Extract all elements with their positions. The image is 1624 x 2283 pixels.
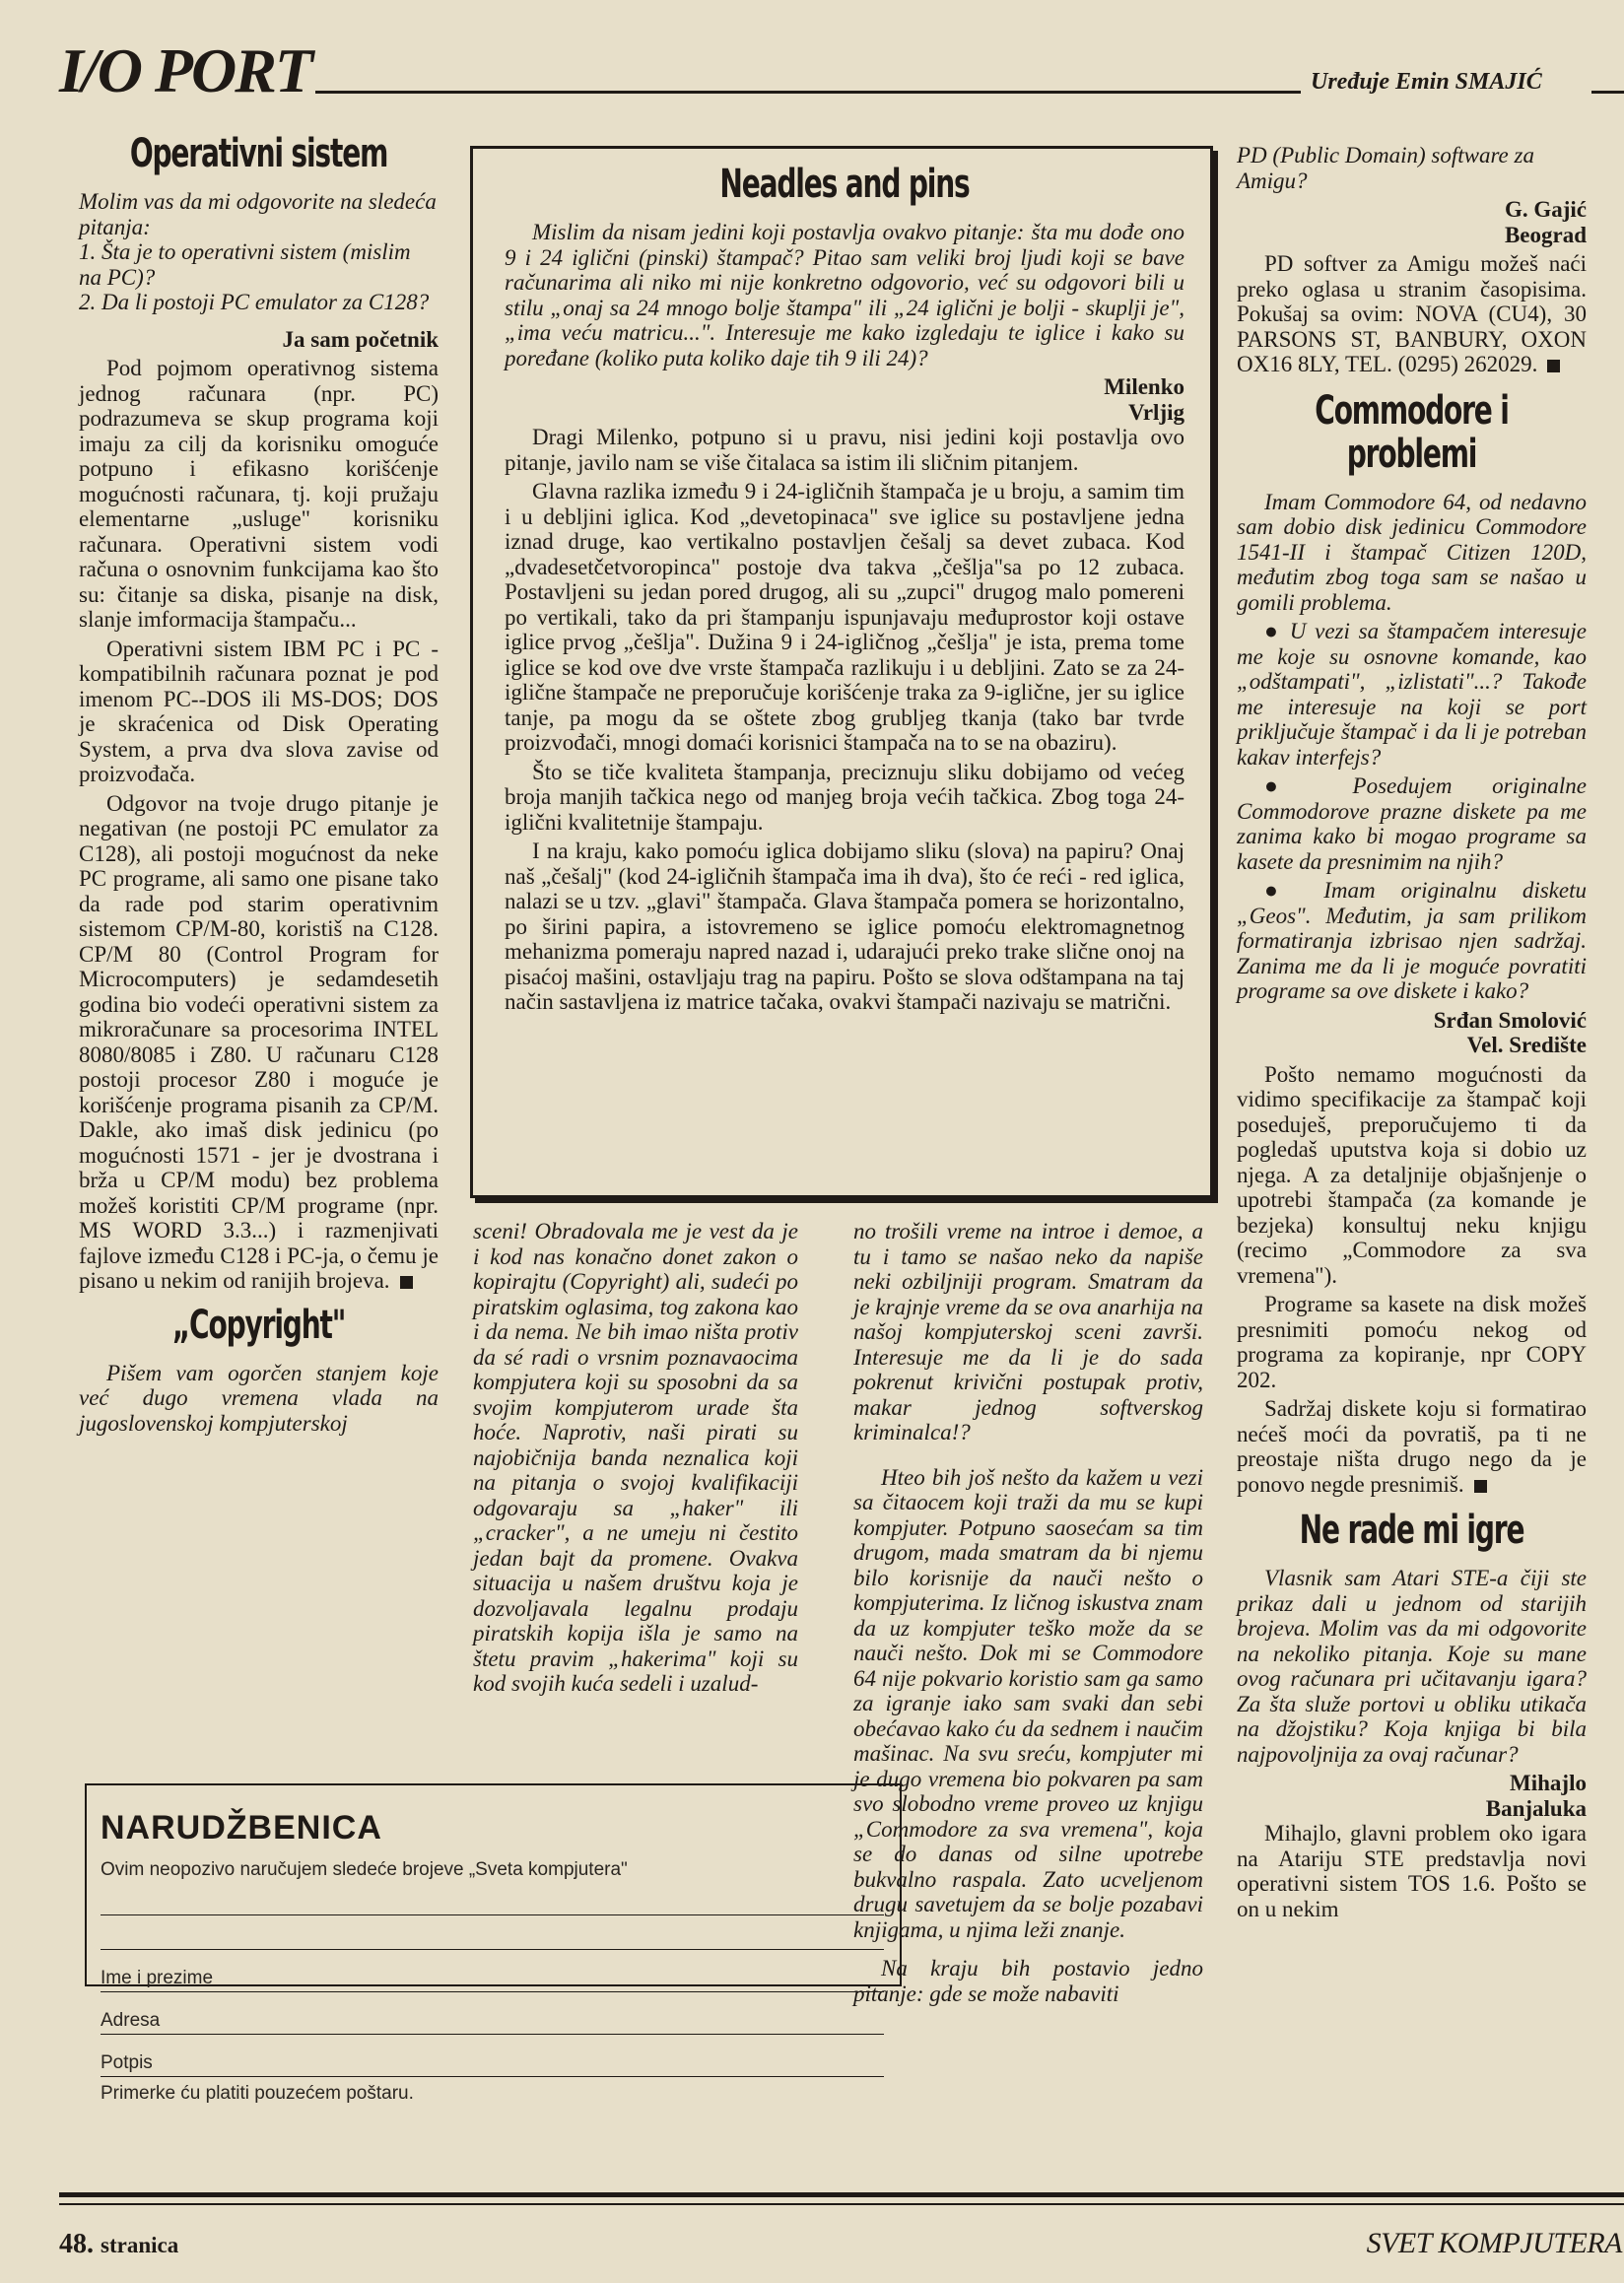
column-3 xyxy=(853,1219,1203,2010)
issues-line[interactable] xyxy=(101,1915,884,1950)
signature-name: Mihajlo xyxy=(1510,1771,1587,1795)
heading-neadles-and-pins: Neadles and pins xyxy=(719,162,970,207)
magazine-name: SVET KOMPJUTERA xyxy=(1366,2227,1622,2259)
answer-paragraph: Operativni sistem IBM PC i PC - kompatibilnih računara poznat je pod imenom PC--DOS ili MS-DOS; DOS je skraćenica od Disk Operating System, a prva dva slova zavise od proizvođača. xyxy=(79,636,439,786)
signature-place: Beograd xyxy=(1504,222,1587,247)
answer-paragraph: Dragi Milenko, potpuno si u pravu, nisi jedini koji postavlja ovo pitanje, javilo nam se više čitalaca sa istim ili sličnim pitanjem. xyxy=(505,425,1184,475)
heading-commodore-i-problemi: Commodore i problemi xyxy=(1315,387,1509,477)
payment-note: Primerke ću platiti pouzećem poštaru. xyxy=(101,2083,414,2104)
copyright-paragraph: Na kraju bih postavio jedno pitanje: gde se može nabaviti xyxy=(853,1956,1203,2006)
column-2 xyxy=(473,1219,798,1701)
answer-text: Sadržaj diskete koju si formatirao nećeš moći da povratiš, pa ti ne preostaje ništa drugo nego da je ponovo negde presnimiš. xyxy=(1237,1396,1587,1497)
answer-paragraph xyxy=(79,791,439,1294)
end-mark xyxy=(400,1276,413,1289)
signature-name: Milenko xyxy=(1104,374,1184,399)
answer-paragraph: Što se tiče kvaliteta štampanja, preciznuju sliku dobijamo od većeg broja manjih tačkica nego od manjeg broja većih tačkica. Zbog toga 24-iglični kvalitetnije štampaju. xyxy=(505,759,1184,835)
answer-paragraph: Mihajlo, glavni problem oko igara na Atariju STE predstavlja novi operativni sistem TOS 1.6. Pošto se on u nekim xyxy=(1237,1821,1587,1921)
end-mark xyxy=(1474,1480,1487,1493)
answer-paragraph: Pod pojmom operativnog sistema jednog računara (npr. PC) podrazumeva se skup programa koji imaju za cilj da korisniku omoguće potpuno i efikasno korišćenje mogućnosti računara, tj. koji pružaju elementarne „usluge" korisniku računara. Operativni sistem vodi računa o osnovnim funkcijama kao što su: čitanje sa diska, pisanje na disk, slanje imformacija štampaču... xyxy=(79,356,439,632)
question-text: Molim vas da mi odgovorite na sledeća pitanja: 1. Šta je to operativni sistem (mislim na PC)? 2. Da li postoji PC emulator za C128? xyxy=(79,189,437,314)
answer-paragraph: Pošto nemamo mogućnosti da vidimo specifikacije za štampač koji poseduješ, preporučujemo ti da pogledaš uputstva koja si dobio uz njega. A za detaljnije objašnjenje o upotrebi štampača (za komande je bezjeka) konsultuj neku knjigu (recimo „Commodore za sva vremena"). xyxy=(1237,1061,1587,1288)
name-field[interactable]: Ime i prezime xyxy=(101,1968,884,1992)
signature xyxy=(1237,1771,1587,1821)
column-4 xyxy=(1237,143,1587,1925)
issues-line[interactable] xyxy=(101,1881,884,1915)
answer-paragraph xyxy=(1237,1396,1587,1497)
signature-place: Vrljig xyxy=(1127,399,1184,425)
order-form xyxy=(85,1783,902,2104)
signature-name: Srđan Smolović xyxy=(1433,1007,1587,1033)
end-mark xyxy=(1547,360,1560,372)
heading-ne-rade-mi-igre: Ne rade mi igre xyxy=(1299,1508,1524,1553)
question-text: Vlasnik sam Atari STE-a čiji ste prikaz dali u jednom od starijih brojeva. Molim vas da mi odgovorite na nekoliko pitanja. Koje su mane ovog računara pri učitavanju igara? Za šta služe portovi u obliku utikača na džojstiku? Koja knjiga bi bila najpovoljnija za ovaj računar? xyxy=(1237,1566,1587,1767)
bullet-icon: ● xyxy=(1264,619,1290,643)
answer-paragraph: Programe sa kasete na disk možeš presnimiti pomoću nekog od programa za kopiranje, npr COPY 202. xyxy=(1237,1292,1587,1392)
header-rule xyxy=(315,91,1301,94)
footer-rule-thin xyxy=(59,2203,1624,2205)
answer-paragraph: I na kraju, kako pomoću iglica dobijamo sliku (slova) na papiru? Onaj naš „češalj" (kod 24-igličnih štampača ima ih dva), što će reći - red iglica, nalazi se u tzv. „glavi" štampača. Glava štampača pomera se horizontalno, po širini papira, a istovremeno se iglice pomoću elektromagnetnog mehanizma pomeraju napred nazad i, udarajući preko trake slične onoj na pisaćoj mašini, ostavljaju trag na papiru. Pošto se slova odštampana na taj način sastavljena iz matrice tačaka, ovakvi štampači nazivaju se matrični. xyxy=(505,839,1184,1014)
answer-paragraph: Glavna razlika između 9 i 24-igličnih štampača je u broju, a samim tim i u debljini iglica. Kod „devetopinaca" sve iglice su postavljene jedna iznad druge, kao vertikalno postavljen češalj sa devet zubaca. Kod „dvadesetčetvoropinca" postoje dva takva „češlja"sa po 12 zubaca. Postavljeni su jedan pored drugog, ali su „zupci" drugog malo pomereni po vertikali, tako da pri štampanju ispunjavaju međuprostor koji ostave iglice prvog „češlja". Dužina 9 i 24-igličnog „češlja" je ista, prema tome iglice se kod ove dve vrste štampača razlikuju i u debljini. Zato se za 24-iglične štampače ne preporučuje korišćenje traka za 9-iglične, jer su iglice tanje, pa mogu da se oštete zbog grubljeg tkanja (tako bar tvrde proizvođači, mnogi domaći korisnici štampača na to se na obaziru). xyxy=(505,479,1184,755)
question-text: Imam Commodore 64, od nedavno sam dobio disk jedinicu Commodore 1541-II i štampač Citizen 120D, međutim zbog toga sam se našao u gomili problema. xyxy=(1237,489,1587,615)
heading-copyright: „Copyright" xyxy=(171,1302,346,1348)
question-signature: Ja sam početnik xyxy=(282,326,439,352)
page-number-value: 48. xyxy=(59,2229,94,2259)
header-rule-end xyxy=(1591,91,1624,94)
order-form-intro: Ovim neopozivo naručujem sledeće brojeve „Sveta kompjutera" xyxy=(101,1859,628,1880)
bullet-icon: ● xyxy=(1264,773,1353,798)
editor-credit: Uređuje Emin SMAJIĆ xyxy=(1311,69,1542,95)
order-form-title: NARUDŽBENICA xyxy=(101,1809,382,1847)
bullet-icon: ● xyxy=(1264,878,1324,903)
answer-text: Odgovor na tvoje drugo pitanje je negativan (ne postoji PC emulator za C128), ali postoji mogućnost da neke PC programe, ali samo one pisane tako da rade pod starim operativnim sistemom CP/M-80, koristiš na C128. CP/M 80 (Control Program for Microcomputers) je sedamdesetih godina bio vodeći operativni sistem za mikroračunare sa procesorima INTEL 8080/8085 i Z80. U računaru C128 postoji procesor Z80 i moguće je korišćenje programa pisanih za CP/M. Dakle, ako imaš disk jedinicu (po mogućnosti 1571 - jer je dvostrana i brža u CP/M modu) bez problema možeš koristiti CP/M programe (npr. MS WORD 3.3...) i razmenjivati fajlove između C128 i PC-ja, o čemu je pisano u nekim od ranijih brojeva. xyxy=(79,790,439,1293)
signature-name: G. Gajić xyxy=(1504,197,1587,222)
question-text: Mislim da nisam jedini koji postavlja ovakvo pitanje: šta mu dođe ono 9 i 24 iglični (pinski) štampač? Pitao sam veliki broj ljudi koji se bave računarima ali niko mi nije konkretno odgovorio, već su odgovori bili u stilu „onaj sa 24 mnogo bolje štampa" ili „24 iglični je bolji - skuplji je", „ima veću matricu...". Interesuje me kako izgledaju te iglice i kako su poređane (koliko puta koliko daje tih 9 ili 24)? xyxy=(505,220,1184,370)
copyright-paragraph: no trošili vreme na introe i demoe, a tu i tamo se našao neko da napiše neki ozbiljniji program. Smatram da je krajnje vreme da se ova anarhija na našoj kompjuterskoj sceni završi. Interesuje me da li je do sada pokrenut krivični postupak protiv, makar jednog softverskog kriminalca!? xyxy=(853,1219,1203,1444)
bullet-text: U vezi sa štampačem interesuje me koje su osnovne komande, kao „odštampati", „izlistati"...? Takođe me interesuje na koji se port priključuje štampač i da li je potreban kakav interfejs? xyxy=(1237,619,1587,770)
question-bullet xyxy=(1237,619,1587,770)
question-bullet xyxy=(1237,878,1587,1004)
address-field[interactable]: Adresa xyxy=(101,2010,884,2035)
heading-operativni-sistem: Operativni sistem xyxy=(129,131,388,176)
answer-text: PD softver za Amigu možeš naći preko oglasa u stranim časopisima. Pokušaj sa ovim: NOVA (CU4), 30 PARSONS ST, BANBURY, OXON OX16 8LY, TEL. (0295) 262029. xyxy=(1237,251,1587,376)
signature xyxy=(1237,1008,1587,1058)
signature-place: Banjaluka xyxy=(1485,1795,1587,1821)
signature xyxy=(1237,197,1587,247)
column-1 xyxy=(79,126,439,1440)
question-bullet xyxy=(1237,773,1587,874)
copyright-continuation: sceni! Obradovala me je vest da je i kod nas konačno donet zakon o kopirajtu (Copyright) ali, sudeći po piratskim oglasima, tog zakona kao i da nema. Ne bih imao ništa protiv da sé radi o vrsnim poznavaocima kompjutera koji su sposobni da sa svojim kompjuterom urade šta hoće. Naprotiv, naši pirati su najobičnija banda neznalica koji na pitanja o svojoj kvalifikaciji odgovaraju sa „haker" ili „cracker", a ne umeju ni čestito jedan bajt da promene. Ovakva situacija u našem društvu koja je dozvoljavala legalnu prodaju piratskih kopija išla je samo na štetu pravim „hakerima" koji su kod svojih kuća sedeli i uzalud- xyxy=(473,1219,798,1696)
signature-place: Vel. Središte xyxy=(1466,1033,1587,1057)
copyright-paragraph: Hteo bih još nešto da kažem u vezi sa čitaocem koji traži da mu se kupi kompjuter. Potpuno saosećam sa tim drugom, mada smatram da bi njemu bilo korisnije da nauči nešto o kompjuterima. Iz ličnog iskustva znam da uz kompjuter teško može da se nauči nešto. Dok mi se Commodore 64 nije pokvario koristio sam ga samo za igranje iako sam svaki dan sebi obećavao kako ću da sednem i naučim mašinac. Na svu sreću, kompjuter mi je dugo vremena bio pokvaren pa sam svo slobodno vreme proveo uz knjigu „Commodore za sva vremena", koja se do danas od silne upotrebe bukvalno raspala. Zato ucveljenom drugu savetujem da se bolje pozabavi knjigama, u njima leži znanje. xyxy=(853,1464,1203,1942)
signature-field[interactable]: Potpis xyxy=(101,2052,884,2077)
bullet-text: Imam originalnu disketu „Geos". Međutim, ja sam prilikom formatiranja izbrisao njen sadržaj. Zanima me da li je moguće povratiti programe sa ove diskete i kako? xyxy=(1237,878,1587,1003)
copyright-paragraph: Pišem vam ogorčen stanjem koje već dugo vremena vlada na jugoslovenskoj kompjuterskoj xyxy=(79,1360,439,1436)
answer-paragraph xyxy=(1237,251,1587,377)
boxed-article xyxy=(470,146,1213,1198)
page-number xyxy=(59,2229,178,2260)
question-end: PD (Public Domain) software za Amigu? xyxy=(1237,143,1534,193)
section-title: I/O PORT xyxy=(59,35,311,105)
page-word: stranica xyxy=(101,2233,179,2257)
bullet-text: Posedujem originalne Commodorove prazne diskete pa me zanima kako bi mogao programe sa kasete da presnimim na njih? xyxy=(1237,773,1587,874)
signature xyxy=(505,374,1184,425)
footer-rule xyxy=(59,2192,1624,2197)
